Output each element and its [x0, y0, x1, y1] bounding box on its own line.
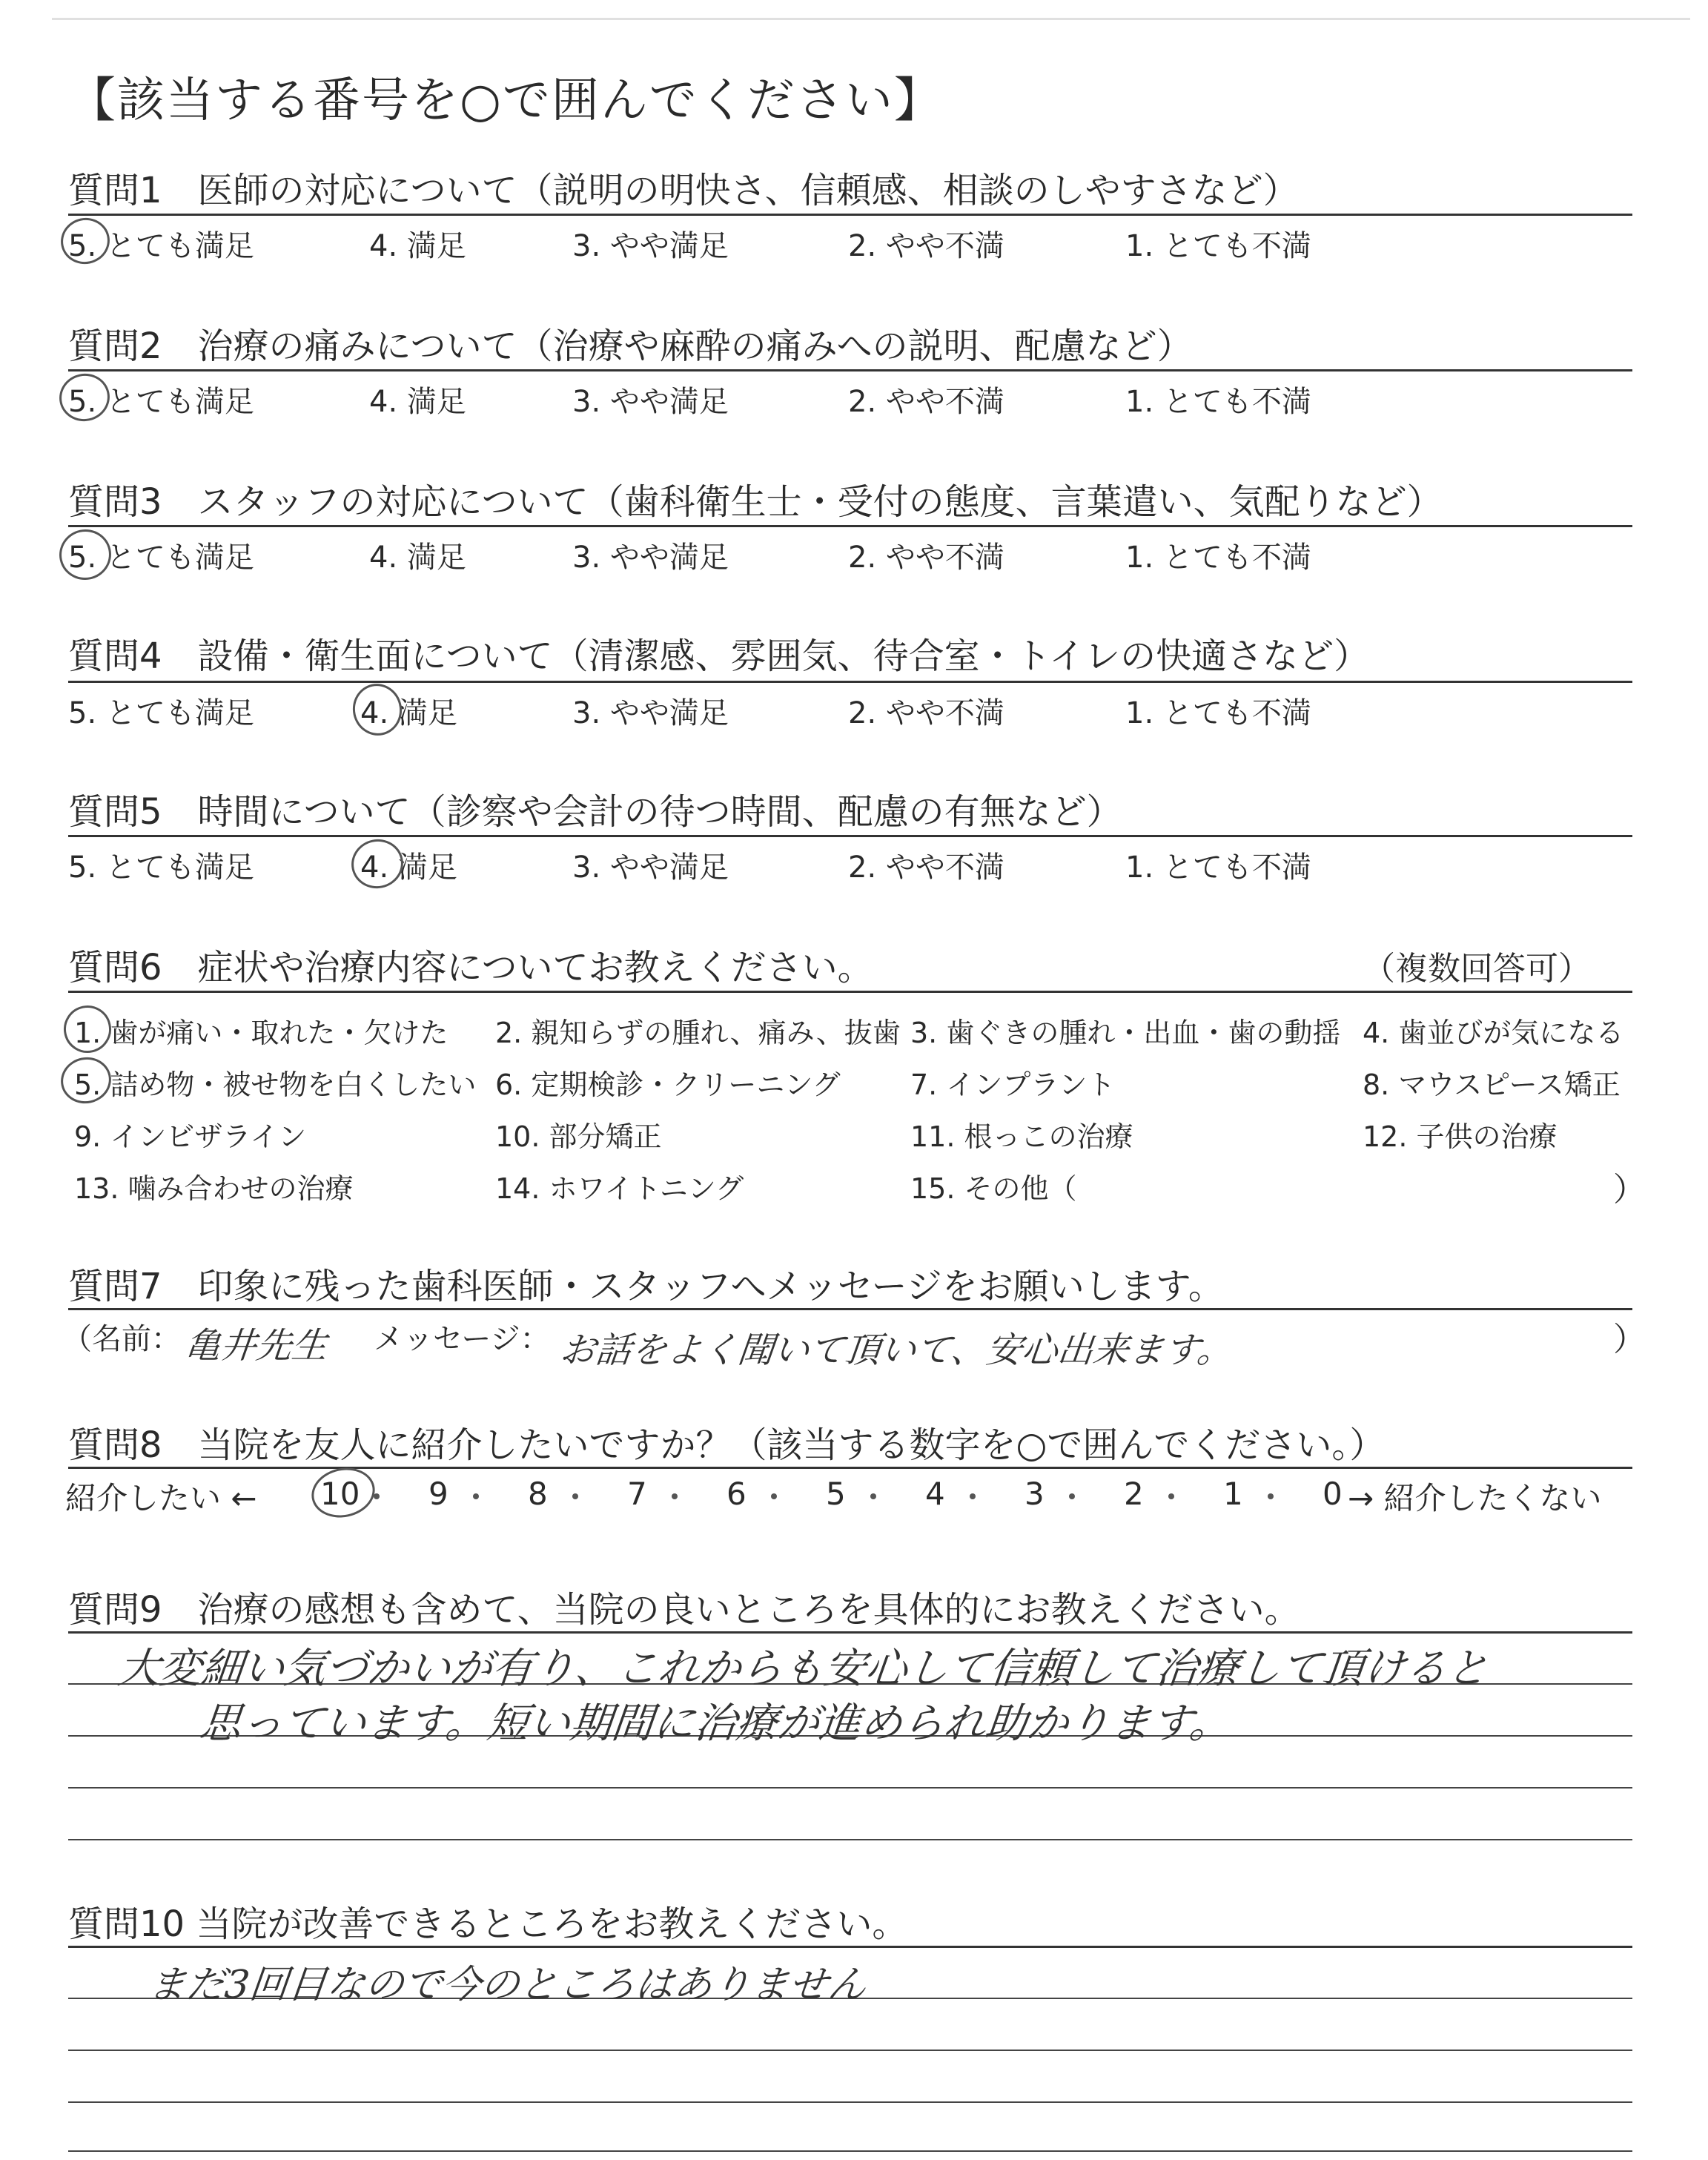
q8-separator-dot [374, 1493, 380, 1499]
q6-item-11[interactable]: 11. 根っこの治療 [910, 1120, 1133, 1153]
q8-number-6[interactable]: 6 [726, 1476, 747, 1512]
q8-number-4[interactable]: 4 [925, 1476, 945, 1512]
q4-option-4[interactable]: 4. 満足 [360, 696, 457, 730]
q1-option-4[interactable]: 4. 満足 [369, 229, 466, 263]
q4-option-2[interactable]: 2. やや不満 [848, 696, 1004, 730]
q8-separator-dot [970, 1493, 976, 1499]
q10-answer-line-2 [68, 2050, 1632, 2051]
q6-item-5[interactable]: 5. 詰め物・被せ物を白くしたい [74, 1069, 477, 1101]
q4-option-1[interactable]: 1. とても不満 [1125, 696, 1311, 730]
q9-rule [68, 1631, 1632, 1634]
q9-answer-line-3 [68, 1787, 1632, 1789]
q1-title: 質問1 医師の対応について（説明の明快さ、信頼感、相談のしやすさなど） [68, 170, 1299, 211]
q3-option-2[interactable]: 2. やや不満 [848, 541, 1004, 575]
q8-separator-dot [870, 1493, 876, 1499]
q6-item-8[interactable]: 8. マウスピース矯正 [1363, 1069, 1621, 1101]
q8-separator-dot [572, 1493, 578, 1499]
q7-message-label: メッセージ： [374, 1322, 550, 1356]
q5-option-4[interactable]: 4. 満足 [360, 851, 457, 885]
q8-number-1[interactable]: 1 [1223, 1476, 1243, 1512]
q7-name-handwriting[interactable]: 亀井先生 [182, 1325, 330, 1367]
q1-rule [68, 214, 1632, 216]
q8-left-label: 紹介したい ← [65, 1480, 257, 1516]
q1-option-2[interactable]: 2. やや不満 [848, 229, 1004, 263]
q10-answer-handwriting[interactable]: まだ3回目なので今のところはありません [145, 1963, 869, 2007]
q8-separator-dot [672, 1493, 678, 1499]
q6-item-10[interactable]: 10. 部分矯正 [495, 1120, 662, 1153]
q8-number-8[interactable]: 8 [528, 1476, 548, 1512]
q8-number-7[interactable]: 7 [627, 1476, 647, 1512]
q7-message-handwriting[interactable]: お話をよく聞いて頂いて、安心出来ます。 [557, 1330, 1235, 1371]
q8-number-10[interactable]: 10 [320, 1476, 360, 1512]
q9-answer-handwriting-2[interactable]: 思っています。短い期間に治療が進められ助かります。 [197, 1700, 1234, 1748]
q2-title: 質問2 治療の痛みについて（治療や麻酔の痛みへの説明、配慮など） [68, 326, 1193, 367]
q3-option-4[interactable]: 4. 満足 [369, 541, 466, 575]
q6-rule [68, 991, 1632, 993]
q1-option-5[interactable]: 5. とても満足 [68, 229, 254, 263]
q6-item-12[interactable]: 12. 子供の治療 [1363, 1120, 1558, 1153]
q7-name-label: （名前： [62, 1322, 181, 1356]
q6-item-7[interactable]: 7. インプラント [910, 1069, 1116, 1101]
q8-separator-dot [1168, 1493, 1174, 1499]
q10-rule [68, 1946, 1632, 1948]
q3-title: 質問3 スタッフの対応について（歯科衛生士・受付の態度、言葉遣い、気配りなど） [68, 481, 1443, 523]
q7-close-paren: ） [1613, 1321, 1646, 1358]
q2-option-1[interactable]: 1. とても不満 [1125, 385, 1311, 419]
page-heading: 【該当する番号を○で囲んでください】 [68, 73, 943, 128]
q6-item-1[interactable]: 1. 歯が痛い・取れた・欠けた [74, 1017, 448, 1049]
q8-separator-dot [771, 1493, 777, 1499]
q8-right-label: → 紹介したくない [1348, 1480, 1602, 1516]
q8-title: 質問8 当院を友人に紹介したいですか？（該当する数字を○で囲んでください。） [68, 1424, 1386, 1466]
q3-option-1[interactable]: 1. とても不満 [1125, 541, 1311, 575]
q3-rule [68, 525, 1632, 527]
q2-option-3[interactable]: 3. やや満足 [572, 385, 729, 419]
q8-number-0[interactable]: 0 [1323, 1476, 1343, 1512]
q8-selection-circle [307, 1462, 380, 1523]
q8-number-3[interactable]: 3 [1025, 1476, 1045, 1512]
q8-number-2[interactable]: 2 [1124, 1476, 1144, 1512]
top-border [52, 18, 1690, 20]
q3-option-3[interactable]: 3. やや満足 [572, 541, 729, 575]
q5-option-2[interactable]: 2. やや不満 [848, 851, 1004, 885]
q6-close-paren: ） [1613, 1171, 1646, 1209]
q7-title: 質問7 印象に残った歯科医師・スタッフへメッセージをお願いします。 [68, 1266, 1224, 1307]
q5-rule [68, 835, 1632, 837]
q8-separator-dot [1268, 1493, 1274, 1499]
q10-answer-line-3 [68, 2101, 1632, 2103]
q2-option-2[interactable]: 2. やや不満 [848, 385, 1004, 419]
q2-option-4[interactable]: 4. 満足 [369, 385, 466, 419]
q6-item-2[interactable]: 2. 親知らずの腫れ、痛み、抜歯 [495, 1017, 901, 1049]
q6-item-9[interactable]: 9. インビザライン [74, 1120, 307, 1153]
q10-title: 質問10 当院が改善できるところをお教えください。 [68, 1903, 908, 1945]
q6-multi-note: （複数回答可） [1363, 950, 1591, 988]
q4-option-5[interactable]: 5. とても満足 [68, 696, 254, 730]
q4-title: 質問4 設備・衛生面について（清潔感、雰囲気、待合室・トイレの快適さなど） [68, 635, 1370, 677]
q9-answer-handwriting-1[interactable]: 大変細い気づかいが有り、これからも安心して信頼して治療して頂けると [116, 1645, 1491, 1693]
q5-option-5[interactable]: 5. とても満足 [68, 851, 254, 885]
q6-item-14[interactable]: 14. ホワイトニング [495, 1172, 744, 1205]
q2-option-5[interactable]: 5. とても満足 [68, 385, 254, 419]
q6-item-3[interactable]: 3. 歯ぐきの腫れ・出血・歯の動揺 [910, 1017, 1341, 1049]
q8-number-9[interactable]: 9 [428, 1476, 448, 1512]
q8-separator-dot [1069, 1493, 1075, 1499]
q8-rule [68, 1467, 1632, 1469]
q8-number-5[interactable]: 5 [826, 1476, 846, 1512]
q4-rule [68, 681, 1632, 683]
q6-item-13[interactable]: 13. 噛み合わせの治療 [74, 1172, 354, 1205]
q3-option-5[interactable]: 5. とても満足 [68, 541, 254, 575]
q6-item-15[interactable]: 15. その他（ [910, 1172, 1077, 1205]
q1-option-1[interactable]: 1. とても不満 [1125, 229, 1311, 263]
q2-rule [68, 369, 1632, 371]
q6-item-4[interactable]: 4. 歯並びが気になる [1363, 1017, 1624, 1049]
q1-option-3[interactable]: 3. やや満足 [572, 229, 729, 263]
q6-item-6[interactable]: 6. 定期検診・クリーニング [495, 1069, 841, 1101]
q4-option-3[interactable]: 3. やや満足 [572, 696, 729, 730]
q9-title: 質問9 治療の感想も含めて、当院の良いところを具体的にお教えください。 [68, 1589, 1300, 1631]
q8-separator-dot [473, 1493, 479, 1499]
q10-answer-line-4 [68, 2150, 1632, 2152]
q5-title: 質問5 時間について（診察や会計の待つ時間、配慮の有無など） [68, 791, 1122, 833]
q6-title: 質問6 症状や治療内容についてお教えください。 [68, 947, 873, 988]
q5-option-3[interactable]: 3. やや満足 [572, 851, 729, 885]
q5-option-1[interactable]: 1. とても不満 [1125, 851, 1311, 885]
q9-answer-line-4 [68, 1839, 1632, 1840]
q7-rule [68, 1308, 1632, 1310]
